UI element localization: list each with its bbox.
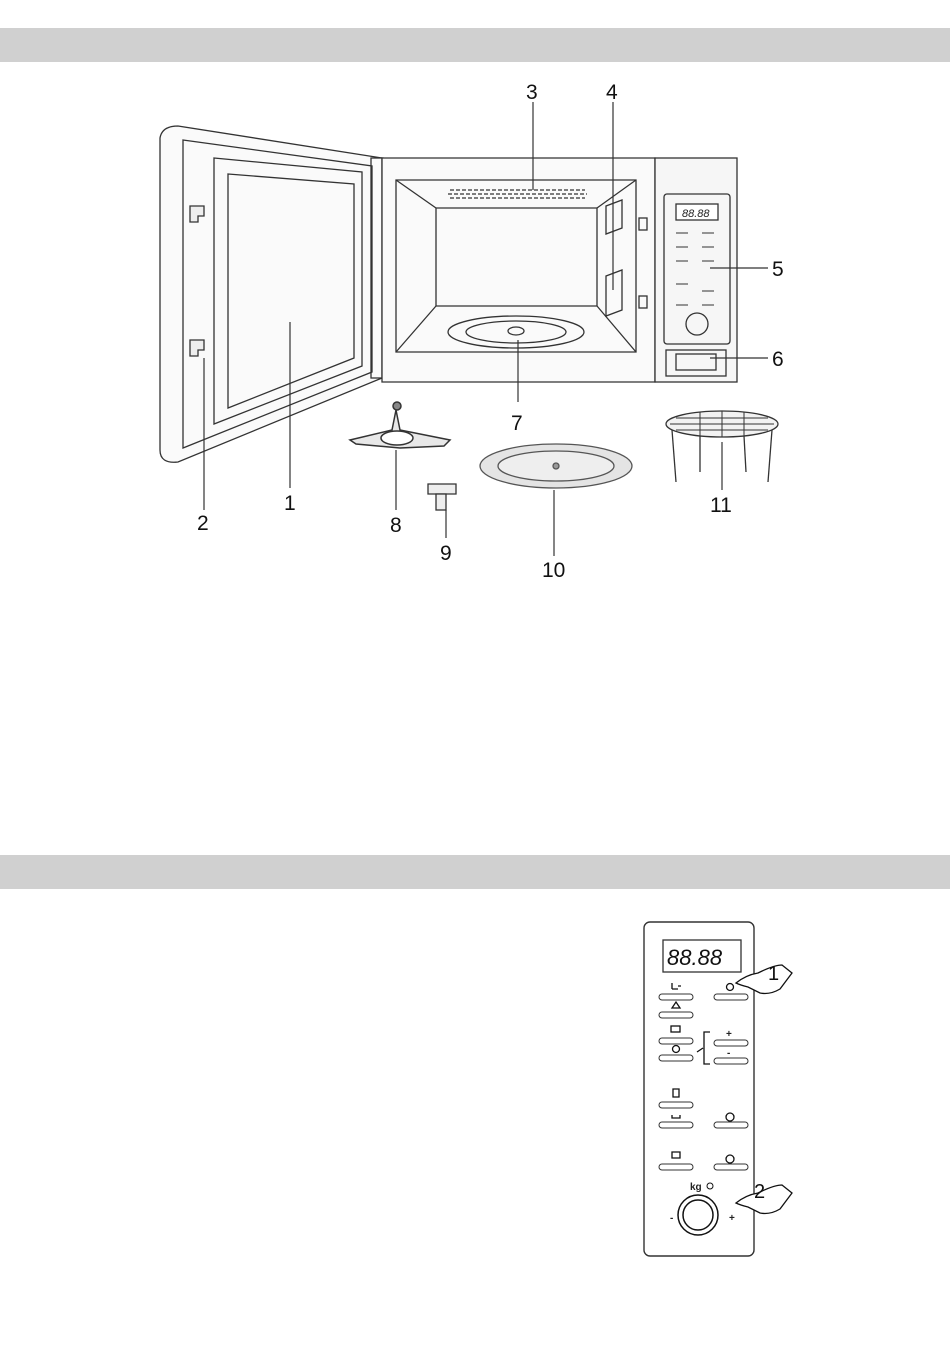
callout-press-button: 1	[768, 963, 780, 985]
callout-5: 5	[772, 258, 784, 281]
plus-sign: +	[726, 1029, 732, 1040]
button-plus[interactable]	[714, 1040, 748, 1046]
microwave-door	[160, 126, 383, 462]
callout-6: 6	[772, 348, 784, 371]
display-readout: 88.88	[667, 945, 723, 970]
callout-10: 10	[542, 559, 566, 582]
button-quick-defrost[interactable]	[659, 1122, 693, 1128]
button-auto-cook[interactable]	[659, 1102, 693, 1108]
button-minus[interactable]	[714, 1058, 748, 1064]
callout-11: 11	[710, 494, 732, 517]
control-panel-diagram	[0, 880, 950, 1369]
callout-1: 1	[284, 492, 296, 515]
button-clock[interactable]	[714, 994, 748, 1000]
dial-plus: +	[729, 1213, 735, 1224]
callout-turn-dial: 2	[754, 1181, 766, 1203]
button-microwave[interactable]	[659, 994, 693, 1000]
roller-ring	[350, 402, 450, 448]
glass-tray	[480, 444, 632, 488]
parts-diagram	[0, 0, 950, 600]
callout-2: 2	[197, 512, 209, 535]
callout-7: 7	[511, 412, 523, 435]
dial-minus: -	[670, 1213, 674, 1224]
callout-9: 9	[440, 542, 452, 565]
small-display-readout: 88.88	[682, 208, 710, 220]
button-grill[interactable]	[659, 1012, 693, 1018]
callout-4: 4	[606, 81, 618, 104]
dial-weight-label: kg	[690, 1182, 702, 1193]
callout-3: 3	[526, 81, 538, 104]
button-memory[interactable]	[659, 1164, 693, 1170]
button-stop[interactable]	[714, 1122, 748, 1128]
callout-8: 8	[390, 514, 402, 537]
button-defrost[interactable]	[659, 1055, 693, 1061]
button-start[interactable]	[714, 1164, 748, 1170]
minus-sign: -	[727, 1048, 731, 1059]
control-panel-small	[655, 158, 737, 382]
dial-control[interactable]	[678, 1195, 718, 1235]
button-combi[interactable]	[659, 1038, 693, 1044]
coupler	[428, 484, 456, 510]
